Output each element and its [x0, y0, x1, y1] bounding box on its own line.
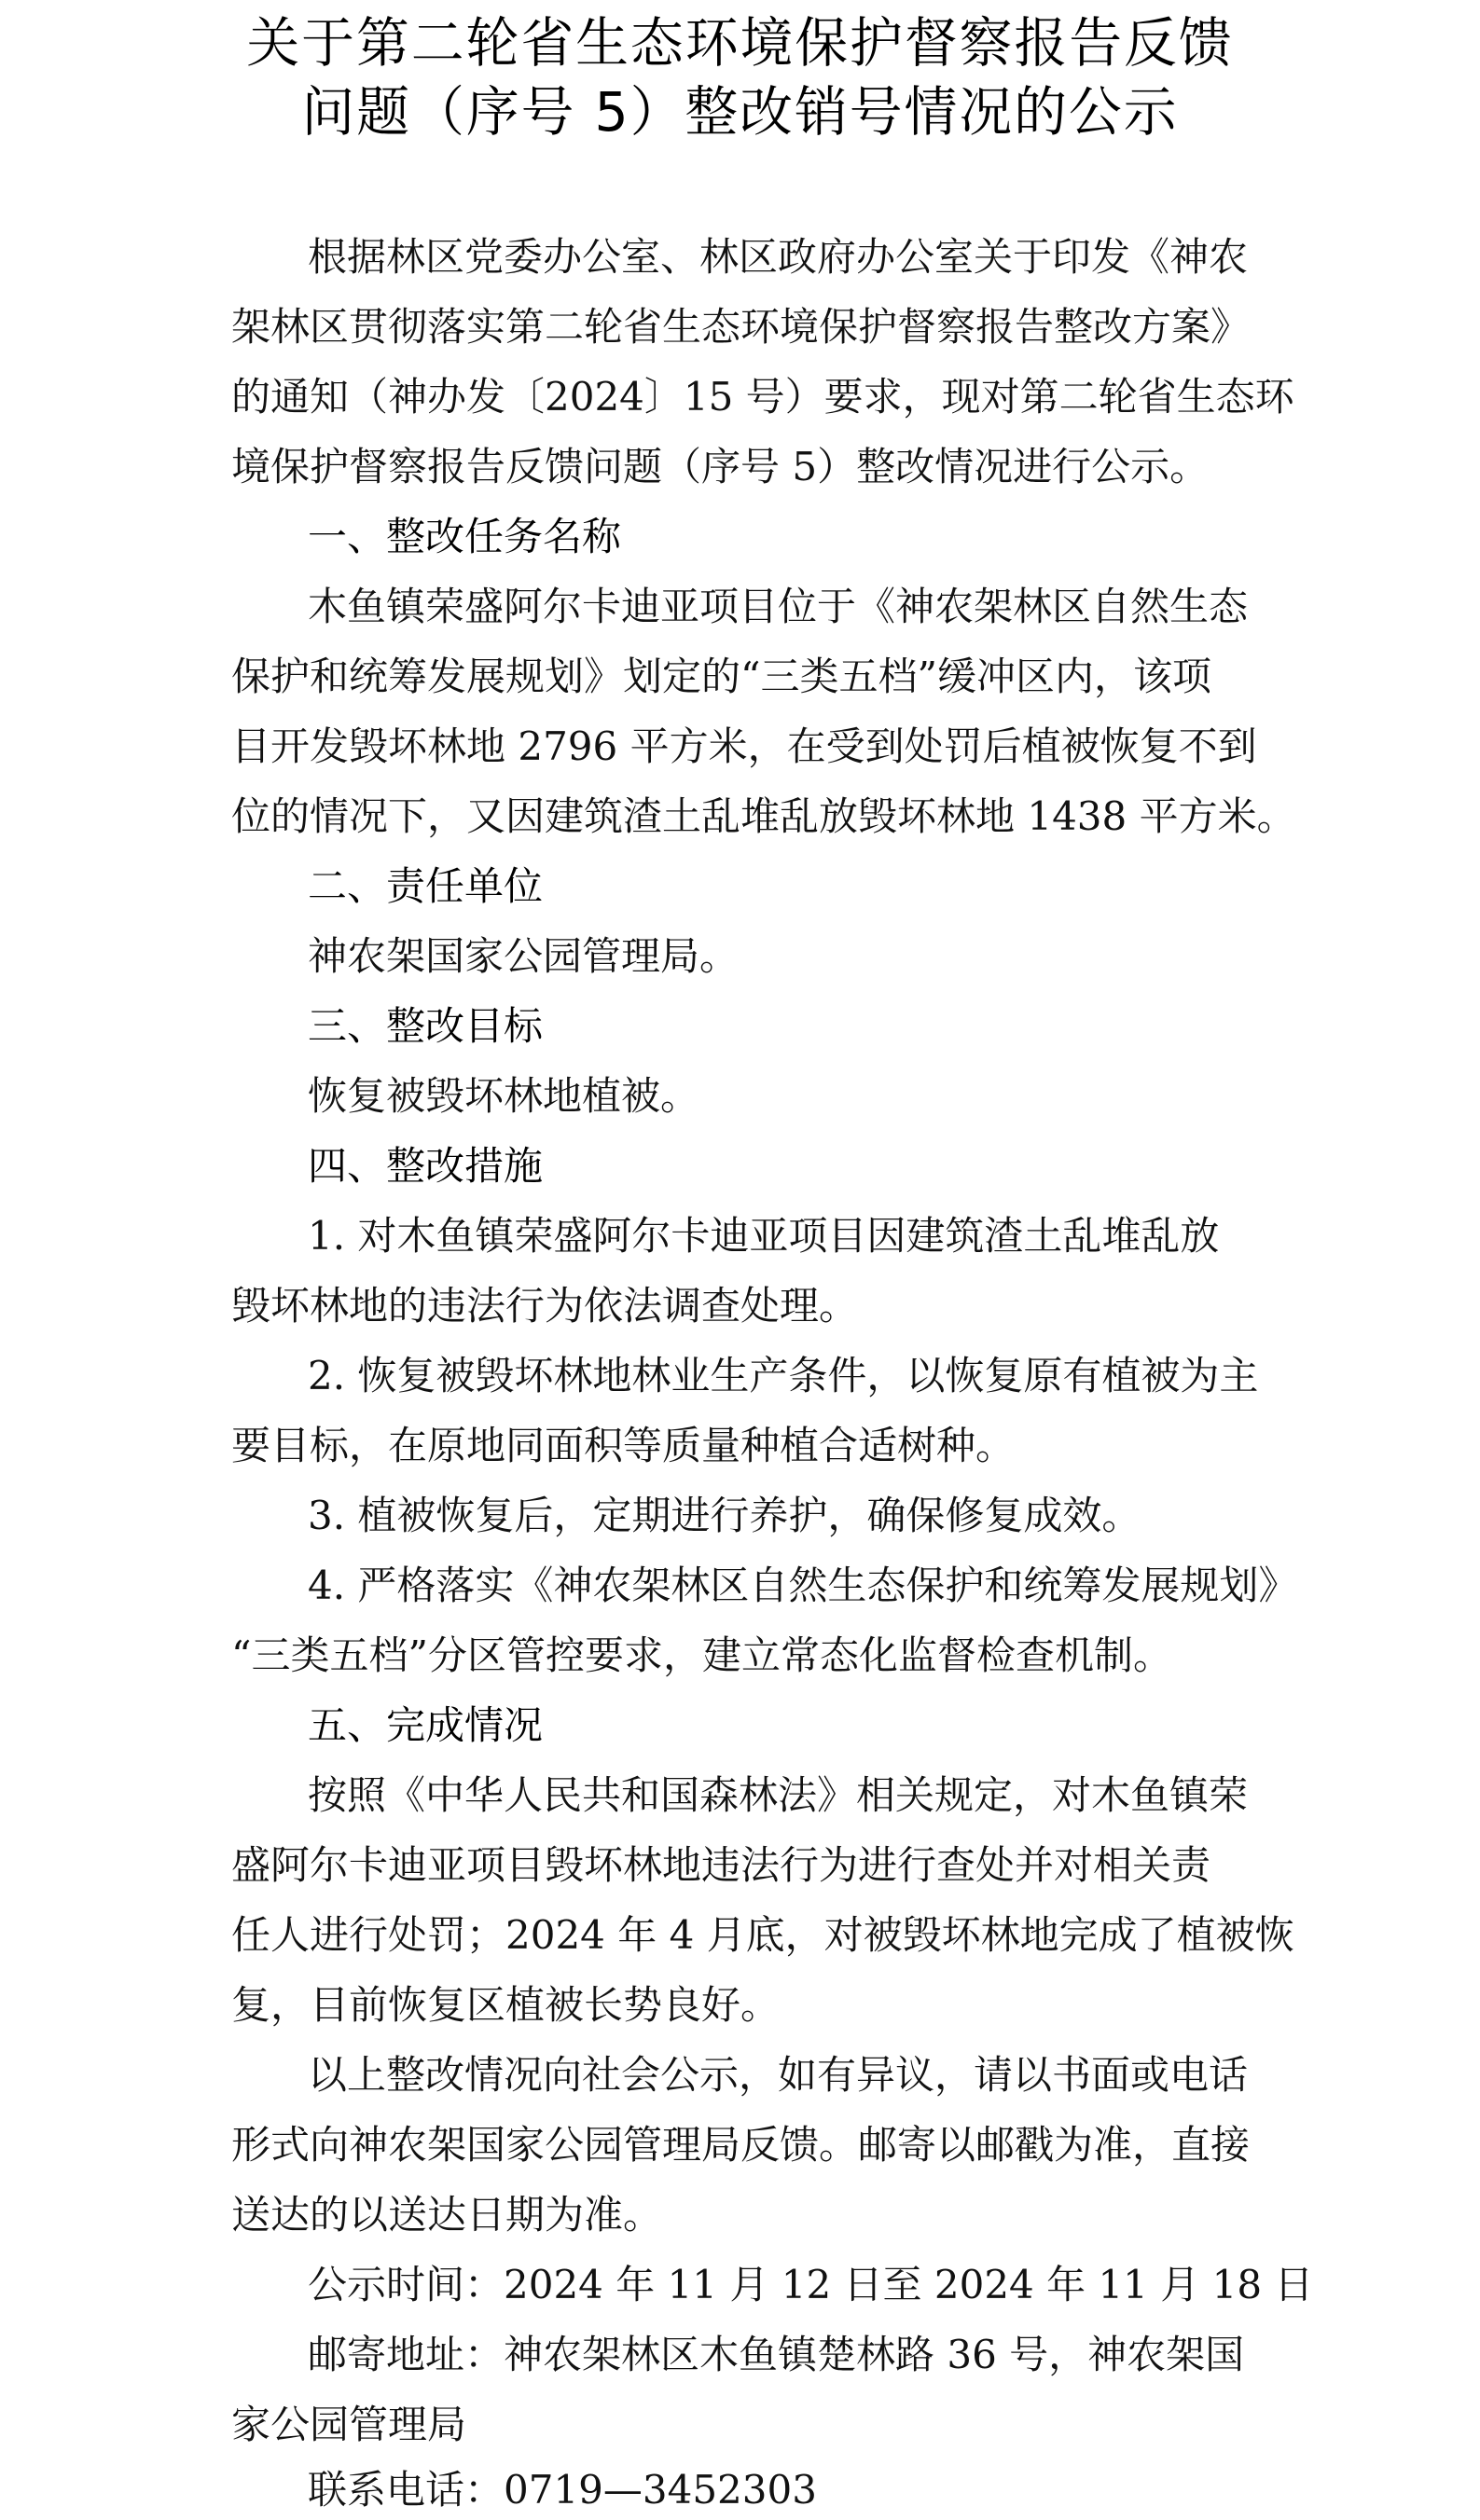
- section1-line: 位的情况下，又因建筑渣土乱堆乱放毁坏林地 1438 平方米。: [231, 793, 1296, 839]
- publicity-period: 公示时间：2024 年 11 月 12 日至 2024 年 11 月 18 日: [308, 2262, 1314, 2307]
- section5-line: 盛阿尔卡迪亚项目毁坏林地违法行为进行查处并对相关责: [231, 1842, 1211, 1888]
- section5-line: 任人进行处罚；2024 年 4 月底，对被毁坏林地完成了植被恢: [231, 1912, 1294, 1958]
- intro-line: 架林区贯彻落实第二轮省生态环境保护督察报告整改方案》: [231, 304, 1251, 350]
- section5-line: 按照《中华人民共和国森林法》相关规定，对木鱼镇荣: [308, 1772, 1249, 1818]
- closing-line: 以上整改情况向社会公示，如有异议，请以书面或电话: [308, 2052, 1249, 2098]
- section4-line: 4. 严格落实《神农架林区自然生态保护和统筹发展规划》: [308, 1563, 1298, 1608]
- section-heading-responsible-unit: 二、责任单位: [308, 863, 544, 909]
- closing-line: 送达的以送达日期为准。: [231, 2192, 663, 2238]
- intro-line: 的通知（神办发〔2024〕15 号）要求，现对第二轮省生态环: [231, 374, 1294, 420]
- intro-line: 境保护督察报告反馈问题（序号 5）整改情况进行公示。: [231, 444, 1210, 489]
- section-heading-task-name: 一、整改任务名称: [308, 514, 622, 559]
- section4-line: 3. 植被恢复后，定期进行养护，确保修复成效。: [308, 1493, 1141, 1538]
- section1-line: 木鱼镇荣盛阿尔卡迪亚项目位于《神农架林区自然生态: [308, 584, 1249, 629]
- section2-line: 神农架国家公园管理局。: [308, 933, 740, 979]
- mailing-address-continued: 家公园管理局: [231, 2402, 467, 2447]
- section-heading-target: 三、整改目标: [308, 1003, 544, 1049]
- section4-line: 要目标，在原地同面积等质量种植合适树种。: [231, 1423, 1016, 1468]
- section-heading-measures: 四、整改措施: [308, 1143, 544, 1189]
- section4-line: 毁坏林地的违法行为依法调查处理。: [231, 1283, 859, 1329]
- section4-line: 2. 恢复被毁坏林地林业生产条件，以恢复原有植被为主: [308, 1353, 1259, 1398]
- closing-line: 形式向神农架国家公园管理局反馈。邮寄以邮戳为准，直接: [231, 2122, 1251, 2168]
- intro-line: 根据林区党委办公室、林区政府办公室关于印发《神农: [308, 234, 1249, 280]
- section5-line: 复，目前恢复区植被长势良好。: [231, 1982, 781, 2028]
- notice-title-line-2: 问题（序号 5）整改销号情况的公示: [301, 80, 1179, 144]
- section1-line: 目开发毁坏林地 2796 平方米，在受到处罚后植被恢复不到: [231, 723, 1257, 769]
- section1-line: 保护和统筹发展规划》划定的“三类五档”缓冲区内，该项: [231, 654, 1211, 699]
- notice-title-line-1: 关于第二轮省生态环境保护督察报告反馈: [246, 11, 1234, 75]
- section4-line: “三类五档”分区管控要求，建立常态化监督检查机制。: [231, 1632, 1172, 1678]
- section3-line: 恢复被毁坏林地植被。: [308, 1073, 700, 1119]
- section4-line: 1. 对木鱼镇荣盛阿尔卡迪亚项目因建筑渣土乱堆乱放: [308, 1213, 1220, 1259]
- mailing-address: 邮寄地址：神农架林区木鱼镇楚林路 36 号，神农架国: [308, 2332, 1245, 2377]
- contact-phone: 联系电话：0719—3452303: [308, 2467, 817, 2513]
- section-heading-completion: 五、完成情况: [308, 1702, 544, 1748]
